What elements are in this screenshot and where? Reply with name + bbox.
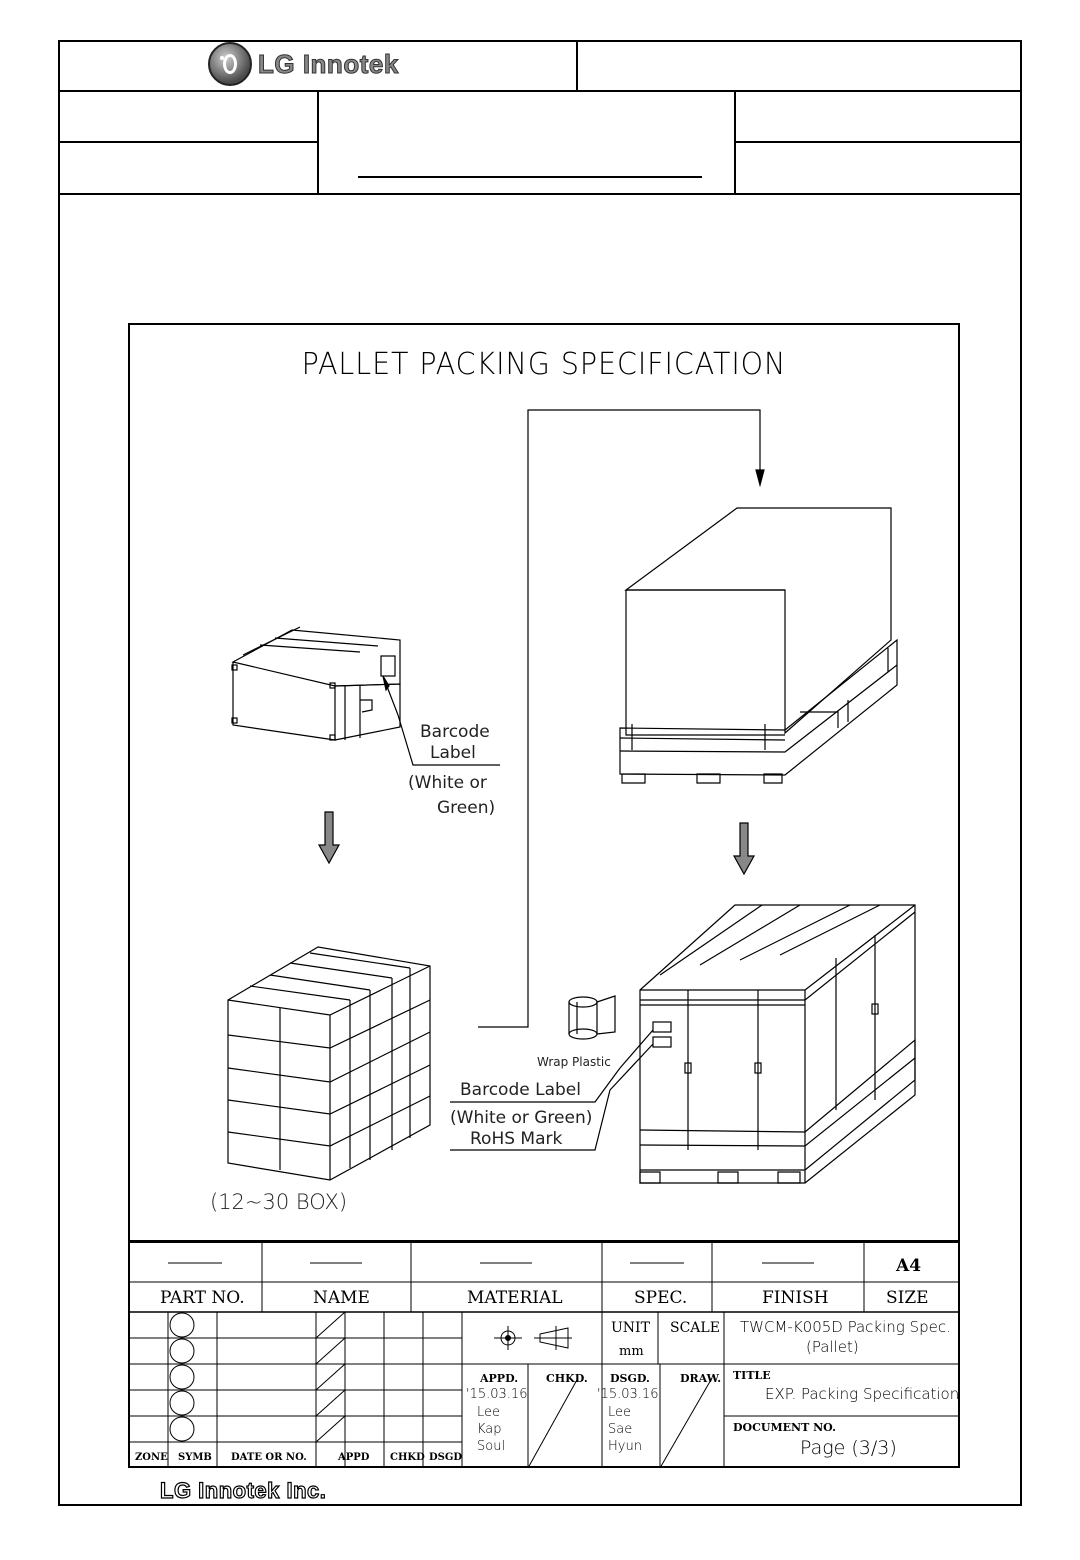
drawing-area (128, 323, 960, 1243)
header-divider-2 (58, 141, 318, 143)
draw-label: DRAW. (680, 1372, 722, 1385)
header-name: NAME (313, 1288, 370, 1308)
dsgd-date: '15.03.16 (597, 1387, 659, 1402)
barcode-label-top-line2: Label (430, 743, 476, 763)
appd-name-1: Lee (477, 1405, 501, 1420)
scale-label: SCALE (670, 1320, 720, 1336)
barcode-color-top-line2: Green) (437, 798, 496, 818)
header-finish: FINISH (762, 1288, 829, 1308)
title-value: EXP. Packing Specification (765, 1385, 960, 1403)
rev-header-chkd: CHKD (390, 1452, 425, 1463)
header-center-underline (358, 176, 702, 178)
chkd-label: CHKD. (546, 1372, 588, 1385)
part-title: TWCM-K005D Packing Spec. (740, 1318, 951, 1336)
rev-header-zone: ZONE (135, 1452, 168, 1463)
dsgd-label: DSGD. (610, 1372, 650, 1385)
appd-name-2: Kap (477, 1422, 502, 1437)
document-no-label: DOCUMENT NO. (733, 1421, 836, 1434)
header-material: MATERIAL (467, 1288, 563, 1308)
header-logo-divider (576, 40, 578, 92)
footer-company-name: LG Innotek Inc. (160, 1478, 327, 1503)
appd-label: APPD. (480, 1372, 519, 1385)
header-spec: SPEC. (634, 1288, 688, 1308)
header-bottom (58, 193, 1022, 195)
company-name: LG Innotek (258, 48, 399, 79)
appd-name-3: Soul (477, 1439, 506, 1454)
box-count-label: (12~30 BOX) (210, 1190, 348, 1214)
rev-header-symb: SYMB (178, 1452, 212, 1463)
header-col-divider-left (317, 90, 319, 194)
header-size: SIZE (886, 1288, 929, 1308)
dsgd-name-2: Sae (608, 1422, 633, 1437)
header-part-no: PART NO. (160, 1288, 245, 1308)
header-divider-1 (58, 90, 1022, 92)
size-value: A4 (896, 1256, 922, 1276)
rev-header-appd: APPD (338, 1452, 370, 1463)
lg-logo-icon (208, 42, 252, 86)
page-value: Page (3/3) (800, 1437, 897, 1459)
rohs-mark-label: RoHS Mark (470, 1129, 563, 1149)
rev-header-date: DATE OR NO. (231, 1452, 307, 1463)
barcode-label-bottom: Barcode Label (460, 1080, 581, 1100)
dsgd-name-1: Lee (608, 1405, 632, 1420)
company-logo (208, 42, 399, 86)
drawing-title: PALLET PACKING SPECIFICATION (301, 347, 787, 382)
header-col-divider-right (734, 90, 736, 194)
wrap-plastic-label: Wrap Plastic (537, 1055, 611, 1069)
appd-date: '15.03.16 (466, 1387, 528, 1402)
barcode-color-top-line1: (White or (408, 773, 487, 793)
part-subtitle: (Pallet) (806, 1338, 859, 1356)
unit-value: mm (619, 1344, 644, 1359)
barcode-label-top-line1: Barcode (420, 722, 490, 742)
dsgd-name-3: Hyun (608, 1439, 642, 1454)
unit-label: UNIT (611, 1320, 650, 1336)
rev-header-dsgd: DSGD (429, 1452, 463, 1463)
barcode-color-bottom: (White or Green) (450, 1108, 593, 1128)
title-label: TITLE (733, 1369, 771, 1382)
header-divider-3 (735, 141, 1022, 143)
